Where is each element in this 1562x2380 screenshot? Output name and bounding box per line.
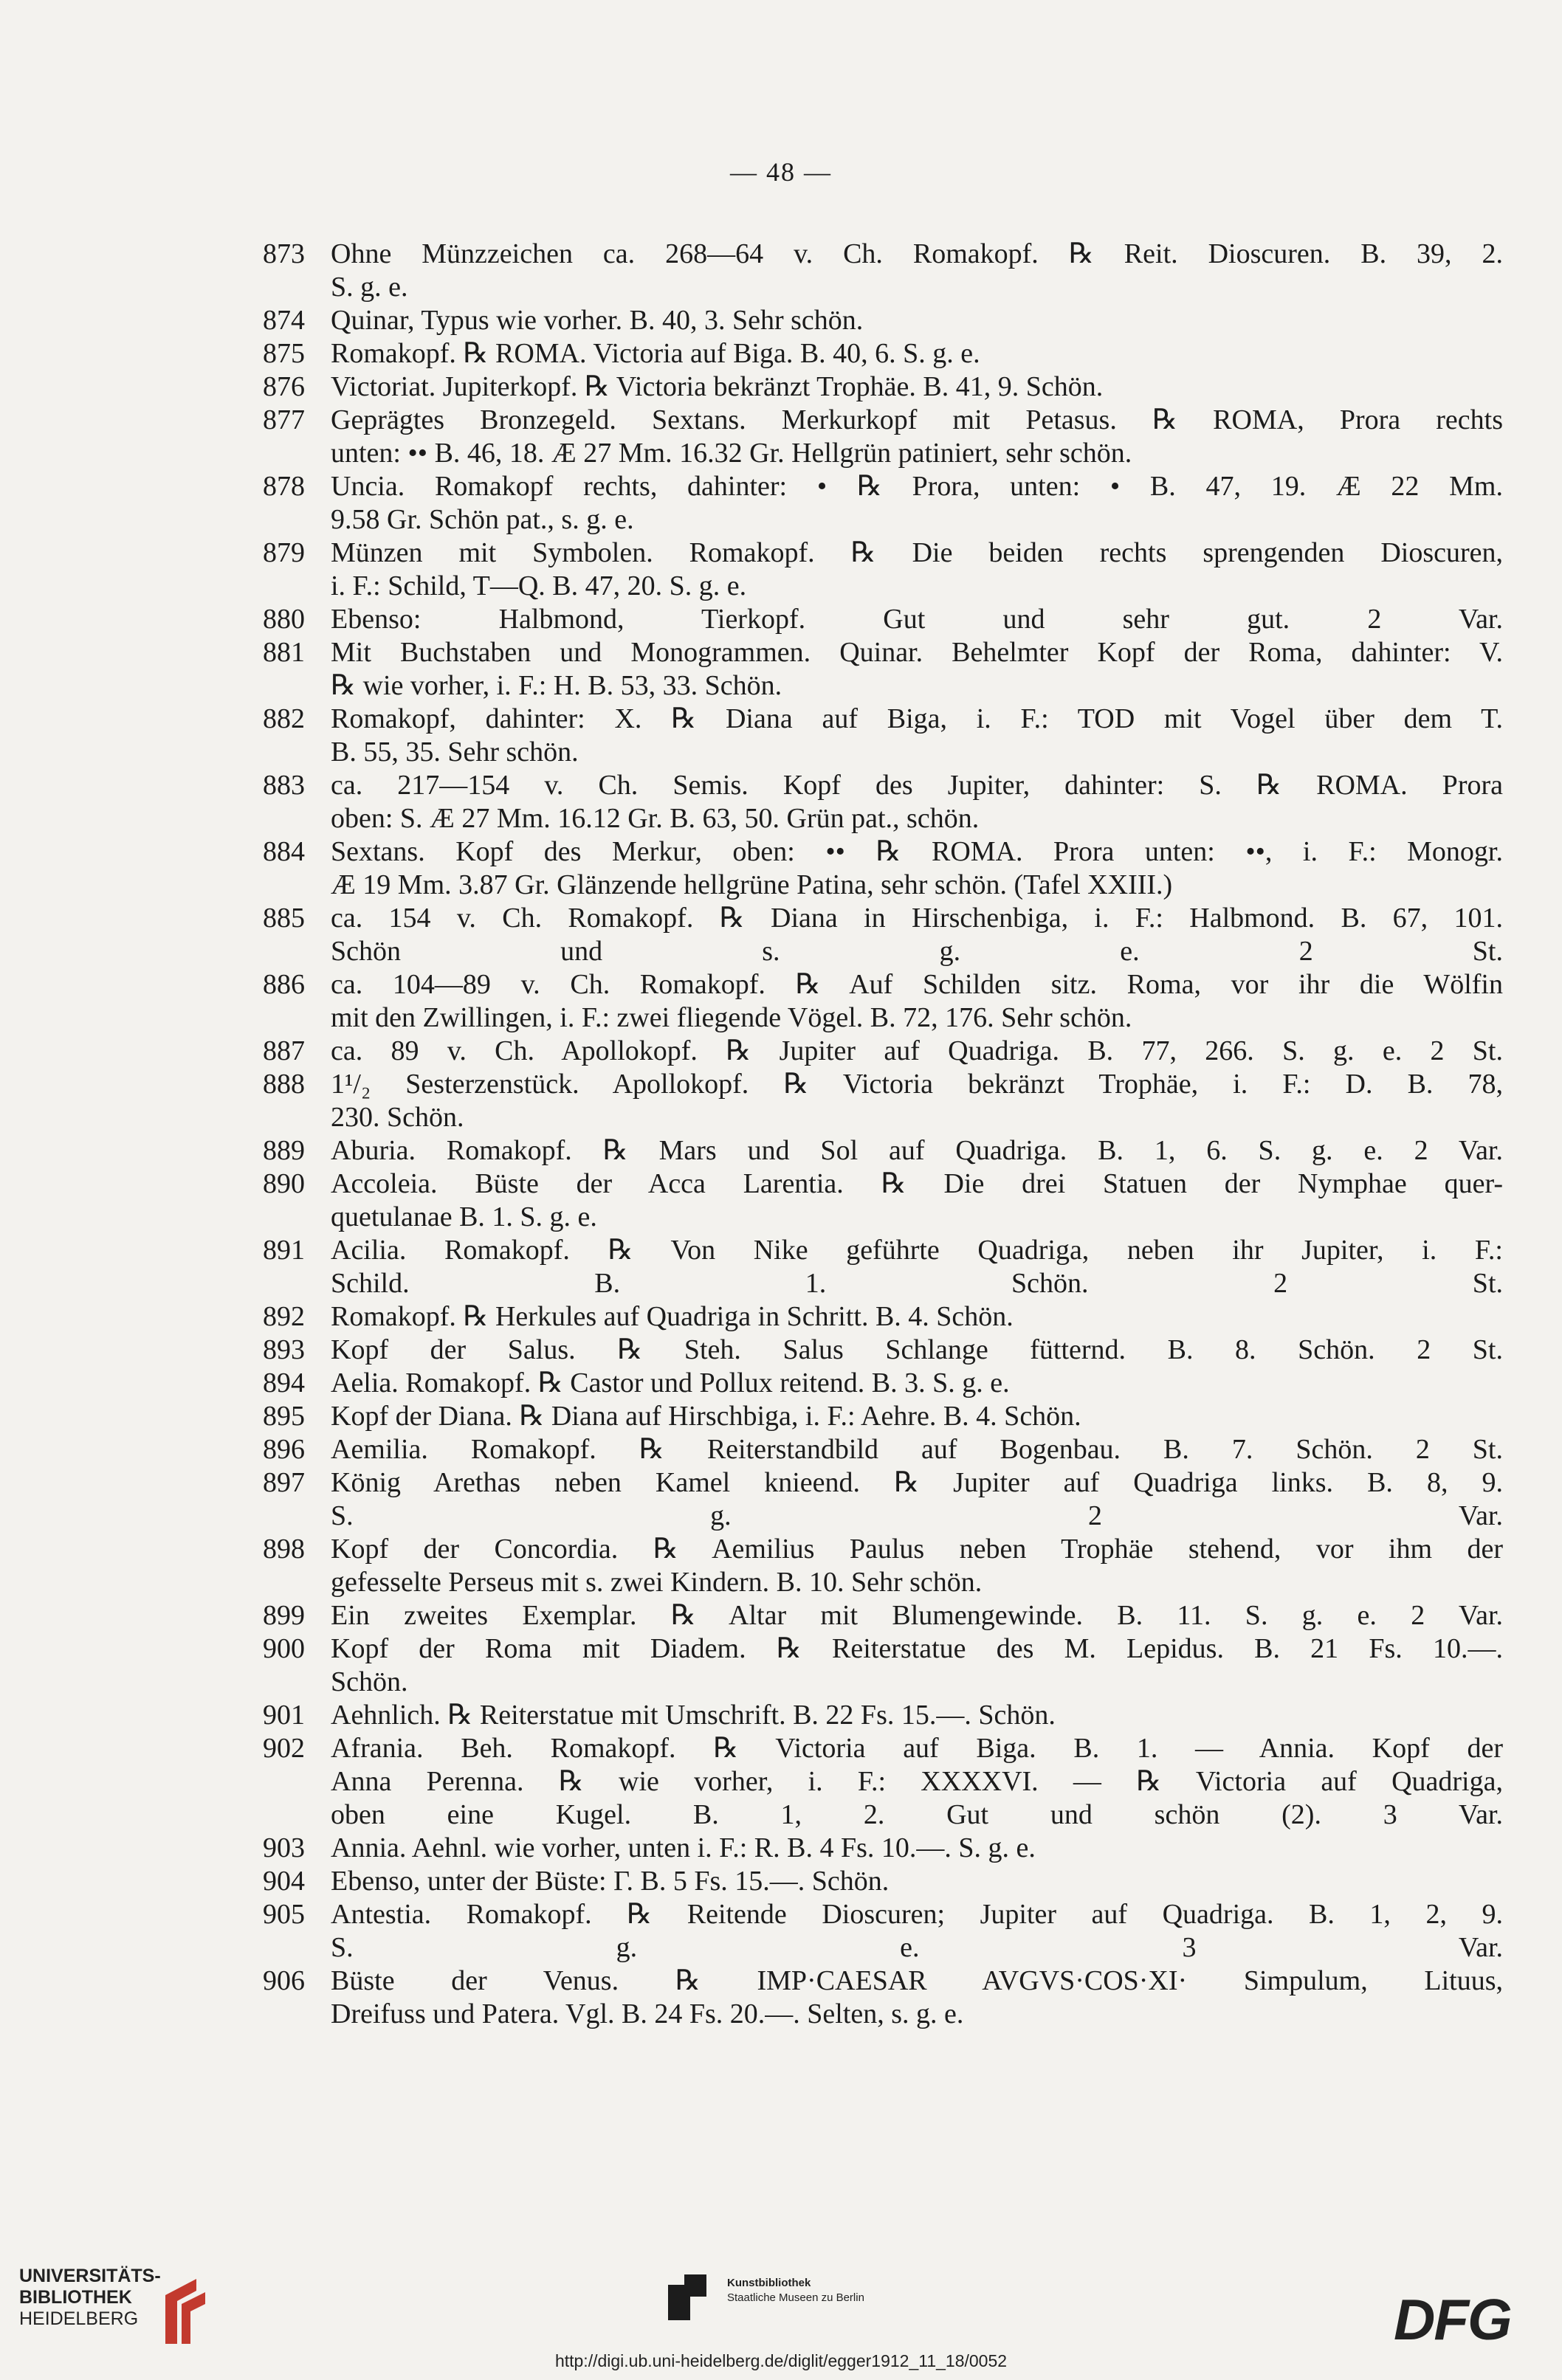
entry-line: Aehnlich. ℞ Reiterstatue mit Umschrift. B. 22 Fs. 15.—. Schön. xyxy=(331,1700,1056,1731)
entry-line: Schön. xyxy=(331,1666,408,1697)
entry-line: 1¹/₂ Sesterzenstück. Apollokopf. ℞ Victoria bekränzt Trophäe, i. F.: D. B. 78, xyxy=(331,1069,1503,1100)
catalog-entry xyxy=(263,470,1503,537)
entry-number: 899 xyxy=(263,1600,305,1631)
entry-line: Romakopf, dahinter: X. ℞ Diana auf Biga, i. F.: TOD mit Vogel über dem T. xyxy=(331,703,1503,734)
entry-number: 888 xyxy=(263,1069,305,1100)
entry-line: Romakopf. ℞ ROMA. Victoria auf Biga. B. 40, 6. S. g. e. xyxy=(331,338,980,369)
entry-line: Kopf der Roma mit Diadem. ℞ Reiterstatue des M. Lepidus. B. 21 Fs. 10.—. xyxy=(331,1633,1503,1664)
catalog-entry xyxy=(263,1732,1503,1832)
entry-line: Quinar, Typus wie vorher. B. 40, 3. Sehr schön. xyxy=(331,305,864,336)
dfg-logo: DFG xyxy=(1394,2287,1511,2352)
catalog-entry xyxy=(263,1433,1503,1466)
entry-number: 885 xyxy=(263,903,305,934)
catalog-entry xyxy=(263,1599,1503,1632)
catalog-entry xyxy=(263,337,1503,370)
catalog-entry xyxy=(263,1699,1503,1732)
catalog-entry xyxy=(263,902,1503,968)
entry-line: Geprägtes Bronzegeld. Sextans. Merkurkopf mit Petasus. ℞ ROMA, Prora rechts xyxy=(331,404,1503,435)
entry-line: ca. 89 v. Ch. Apollokopf. ℞ Jupiter auf Quadriga. B. 77, 266. S. g. e. 2 St. xyxy=(331,1035,1503,1066)
uni-line: UNIVERSITÄTS- xyxy=(19,2266,161,2286)
university-logo-icon xyxy=(161,2274,210,2348)
entry-number: 880 xyxy=(263,604,305,635)
entry-number: 879 xyxy=(263,537,305,568)
entry-line: unten: •• B. 46, 18. Æ 27 Mm. 16.32 Gr. Hellgrün patiniert, sehr schön. xyxy=(331,438,1132,469)
entry-line: ca. 217—154 v. Ch. Semis. Kopf des Jupiter, dahinter: S. ℞ ROMA. Prora xyxy=(331,770,1503,801)
entry-number: 891 xyxy=(263,1235,305,1266)
entry-number: 901 xyxy=(263,1700,305,1731)
entry-line: 230. Schön. xyxy=(331,1102,464,1133)
entry-number: 881 xyxy=(263,637,305,668)
catalog-entry xyxy=(263,1865,1503,1898)
catalog-entry xyxy=(263,1466,1503,1533)
entry-line: Ohne Münzzeichen ca. 268—64 v. Ch. Romakopf. ℞ Reit. Dioscuren. B. 39, 2. xyxy=(331,238,1503,269)
entry-line: Schild. B. 1. Schön. 2 St. xyxy=(331,1268,1503,1299)
entry-line: Ebenso: Halbmond, Tierkopf. Gut und sehr gut. 2 Var. xyxy=(331,604,1503,635)
page-number: — 48 — xyxy=(730,157,832,187)
entry-number: 894 xyxy=(263,1367,305,1398)
entry-line: Ebenso, unter der Büste: Γ. B. 5 Fs. 15.—. Schön. xyxy=(331,1866,890,1897)
entry-line: Kopf der Salus. ℞ Steh. Salus Schlange fütternd. B. 8. Schön. 2 St. xyxy=(331,1334,1503,1365)
catalog-entry xyxy=(263,703,1503,769)
entry-number: 889 xyxy=(263,1135,305,1166)
entry-line: Kopf der Concordia. ℞ Aemilius Paulus neben Trophäe stehend, vor ihm der xyxy=(331,1534,1503,1565)
catalog-entry xyxy=(263,835,1503,902)
catalog-entry xyxy=(263,1533,1503,1599)
catalog-entry xyxy=(263,304,1503,337)
entry-line: Anna Perenna. ℞ wie vorher, i. F.: XXXXVI. — ℞ Victoria auf Quadriga, xyxy=(331,1766,1503,1797)
entry-line: gefesselte Perseus mit s. zwei Kindern. B. 10. Sehr schön. xyxy=(331,1567,983,1598)
entry-line: B. 55, 35. Sehr schön. xyxy=(331,737,579,768)
entry-line: S. g. e. 3 Var. xyxy=(331,1932,1503,1963)
catalog-entry xyxy=(263,1832,1503,1865)
entry-line: S. g. 2 Var. xyxy=(331,1500,1503,1531)
entry-number: 902 xyxy=(263,1733,305,1764)
entry-line: mit den Zwillingen, i. F.: zwei fliegende Vögel. B. 72, 176. Sehr schön. xyxy=(331,1002,1132,1033)
entry-line: Accoleia. Büste der Acca Larentia. ℞ Die drei Statuen der Nymphae quer- xyxy=(331,1168,1503,1199)
entry-number: 887 xyxy=(263,1035,305,1066)
entry-line: oben eine Kugel. B. 1, 2. Gut und schön (2). 3 Var. xyxy=(331,1799,1503,1830)
catalog-entry xyxy=(263,537,1503,603)
catalog-entries xyxy=(263,238,1503,2031)
entry-line: Ein zweites Exemplar. ℞ Altar mit Blumengewinde. B. 11. S. g. e. 2 Var. xyxy=(331,1600,1503,1631)
catalog-entry xyxy=(263,238,1503,304)
entry-number: 890 xyxy=(263,1168,305,1199)
entry-line: 9.58 Gr. Schön pat., s. g. e. xyxy=(331,504,634,535)
entry-number: 877 xyxy=(263,404,305,435)
entry-line: Annia. Aehnl. wie vorher, unten i. F.: R. B. 4 Fs. 10.—. S. g. e. xyxy=(331,1832,1036,1863)
entry-line: i. F.: Schild, T—Q. B. 47, 20. S. g. e. xyxy=(331,570,747,601)
catalog-entry xyxy=(263,1068,1503,1134)
uni-line: BIBLIOTHEK xyxy=(19,2287,132,2308)
catalog-entry xyxy=(263,1300,1503,1334)
entry-number: 892 xyxy=(263,1301,305,1332)
entry-line: Uncia. Romakopf rechts, dahinter: • ℞ Prora, unten: • B. 47, 19. Æ 22 Mm. xyxy=(331,471,1503,502)
entry-line: Büste der Venus. ℞ IMP·CAESAR AVGVS·COS·XI· Simpulum, Lituus, xyxy=(331,1965,1503,1996)
entry-line: Afrania. Beh. Romakopf. ℞ Victoria auf Biga. B. 1. — Annia. Kopf der xyxy=(331,1733,1503,1764)
entry-number: 875 xyxy=(263,338,305,369)
permalink-url[interactable]: http://digi.ub.uni-heidelberg.de/diglit/egger1912_11_18/0052 xyxy=(554,2351,1008,2370)
entry-line: König Arethas neben Kamel knieend. ℞ Jupiter auf Quadriga links. B. 8, 9. xyxy=(331,1467,1503,1498)
catalog-entry xyxy=(263,1898,1503,1965)
entry-line: Aemilia. Romakopf. ℞ Reiterstandbild auf Bogenbau. B. 7. Schön. 2 St. xyxy=(331,1434,1503,1465)
entry-number: 897 xyxy=(263,1467,305,1498)
entry-line: Antestia. Romakopf. ℞ Reitende Dioscuren; Jupiter auf Quadriga. B. 1, 2, 9. xyxy=(331,1899,1503,1930)
catalog-entry xyxy=(263,769,1503,835)
entry-number: 878 xyxy=(263,471,305,502)
entry-number: 898 xyxy=(263,1534,305,1565)
entry-number: 903 xyxy=(263,1832,305,1863)
entry-line: Aburia. Romakopf. ℞ Mars und Sol auf Quadriga. B. 1, 6. S. g. e. 2 Var. xyxy=(331,1135,1503,1166)
entry-line: Kopf der Diana. ℞ Diana auf Hirschbiga, i. F.: Aehre. B. 4. Schön. xyxy=(331,1401,1081,1432)
entry-line: Dreifuss und Patera. Vgl. B. 24 Fs. 20.—. Selten, s. g. e. xyxy=(331,1998,964,2029)
kunstbibliothek-label xyxy=(727,2276,864,2305)
entry-number: 883 xyxy=(263,770,305,801)
entry-number: 904 xyxy=(263,1866,305,1897)
entry-number: 905 xyxy=(263,1899,305,1930)
entry-line: ca. 154 v. Ch. Romakopf. ℞ Diana in Hirschenbiga, i. F.: Halbmond. B. 67, 101. xyxy=(331,903,1503,934)
catalog-entry xyxy=(263,636,1503,703)
entry-number: 886 xyxy=(263,969,305,1000)
catalog-entry xyxy=(263,1035,1503,1068)
entry-number: 882 xyxy=(263,703,305,734)
catalog-entry xyxy=(263,603,1503,636)
kb-line: Staatliche Museen zu Berlin xyxy=(727,2291,864,2304)
entry-line: Victoriat. Jupiterkopf. ℞ Victoria bekränzt Trophäe. B. 41, 9. Schön. xyxy=(331,371,1104,402)
entry-line: Mit Buchstaben und Monogrammen. Quinar. Behelmter Kopf der Roma, dahinter: V. xyxy=(331,637,1503,668)
entry-line: Acilia. Romakopf. ℞ Von Nike geführte Quadriga, neben ihr Jupiter, i. F.: xyxy=(331,1235,1503,1266)
entry-number: 895 xyxy=(263,1401,305,1432)
entry-line: ca. 104—89 v. Ch. Romakopf. ℞ Auf Schilden sitz. Roma, vor ihr die Wölfin xyxy=(331,969,1503,1000)
entry-number: 906 xyxy=(263,1965,305,1996)
entry-line: Aelia. Romakopf. ℞ Castor und Pollux reitend. B. 3. S. g. e. xyxy=(331,1367,1010,1398)
entry-number: 884 xyxy=(263,836,305,867)
entry-line: Schön und s. g. e. 2 St. xyxy=(331,936,1503,967)
entry-number: 900 xyxy=(263,1633,305,1664)
catalog-entry xyxy=(263,1234,1503,1300)
entry-number: 874 xyxy=(263,305,305,336)
kb-line: Kunstbibliothek xyxy=(727,2277,811,2289)
entry-number: 896 xyxy=(263,1434,305,1465)
university-library-label xyxy=(19,2266,161,2330)
catalog-entry xyxy=(263,1632,1503,1699)
kunstbibliothek-logo-icon xyxy=(668,2274,706,2320)
entry-number: 876 xyxy=(263,371,305,402)
catalog-entry xyxy=(263,1367,1503,1400)
catalog-entry xyxy=(263,968,1503,1035)
entry-number: 873 xyxy=(263,238,305,269)
uni-line: HEIDELBERG xyxy=(19,2308,139,2329)
entry-line: Sextans. Kopf des Merkur, oben: •• ℞ ROMA. Prora unten: ••, i. F.: Monogr. xyxy=(331,836,1503,867)
entry-line: oben: S. Æ 27 Mm. 16.12 Gr. B. 63, 50. Grün pat., schön. xyxy=(331,803,980,834)
catalog-entry xyxy=(263,1400,1503,1433)
catalog-entry xyxy=(263,370,1503,404)
entry-line: S. g. e. xyxy=(331,272,408,303)
entry-line: ℞ wie vorher, i. F.: H. B. 53, 33. Schön. xyxy=(331,670,782,701)
catalog-entry xyxy=(263,1167,1503,1234)
entry-line: Münzen mit Symbolen. Romakopf. ℞ Die beiden rechts sprengenden Dioscuren, xyxy=(331,537,1503,568)
entry-line: Æ 19 Mm. 3.87 Gr. Glänzende hellgrüne Patina, sehr schön. (Tafel XXIII.) xyxy=(331,869,1173,900)
catalog-entry xyxy=(263,1134,1503,1167)
catalog-entry xyxy=(263,404,1503,470)
entry-line: quetulanae B. 1. S. g. e. xyxy=(331,1201,597,1232)
catalog-entry xyxy=(263,1965,1503,2031)
entry-number: 893 xyxy=(263,1334,305,1365)
catalog-entry xyxy=(263,1334,1503,1367)
entry-line: Romakopf. ℞ Herkules auf Quadriga in Schritt. B. 4. Schön. xyxy=(331,1301,1014,1332)
